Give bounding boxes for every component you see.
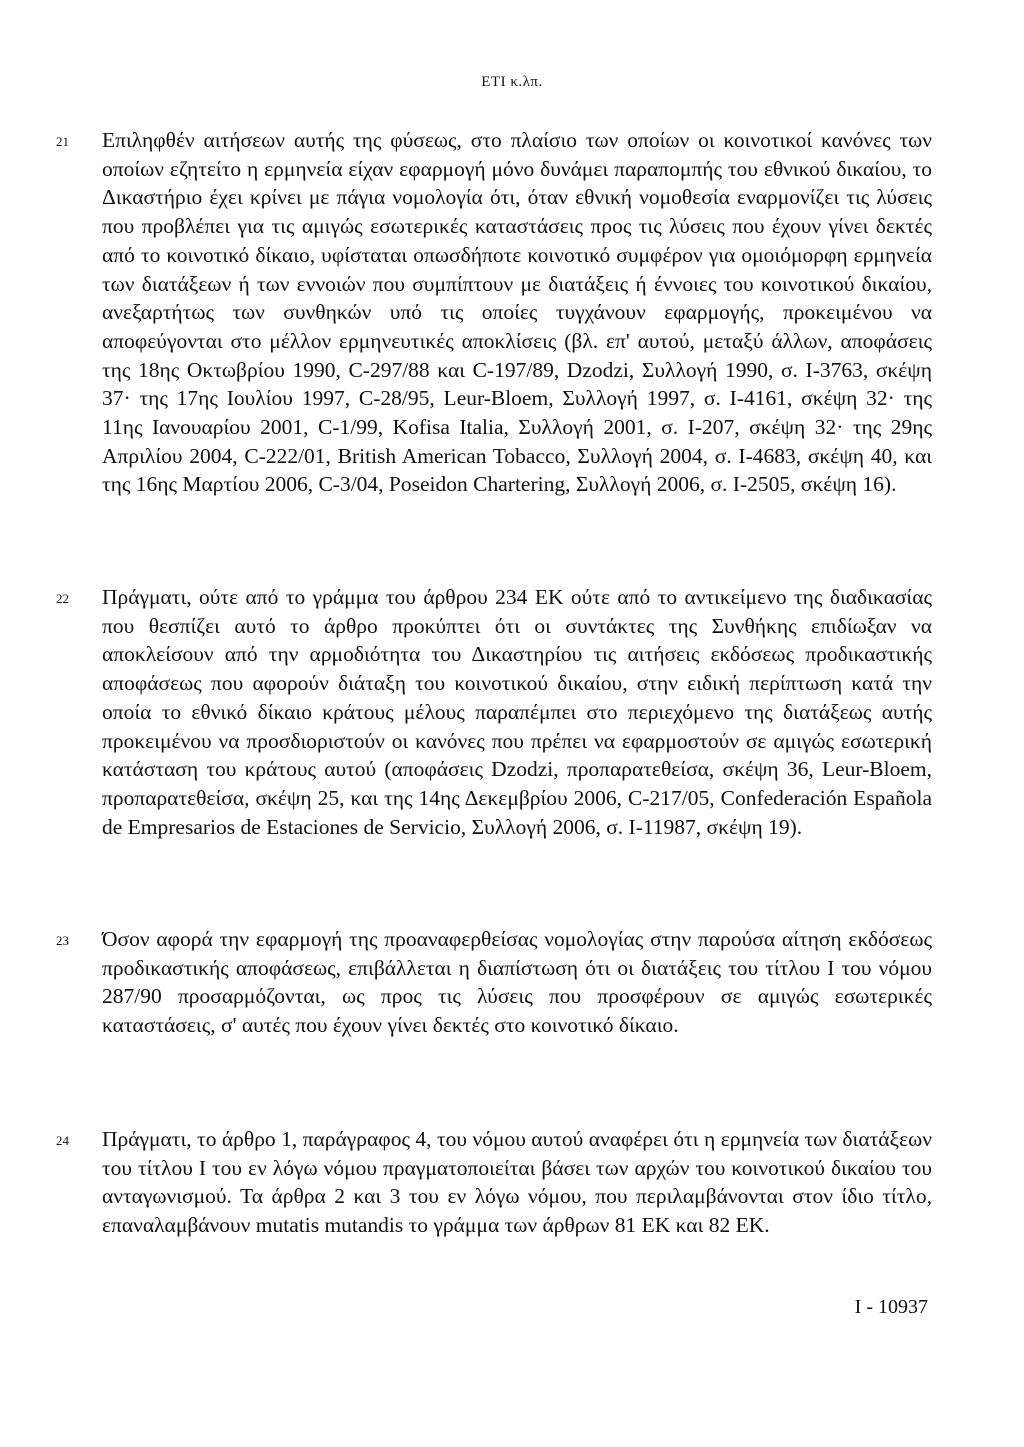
paragraph-number: 24 — [56, 1133, 69, 1148]
paragraph-21 — [56, 126, 932, 499]
paragraph-text: Όσον αφορά την εφαρμογή της προαναφερθείσας νομολογίας στην παρούσα αίτηση εκδόσεως προδικαστικής αποφάσεως, επιβάλλεται η διαπίστωση ότι οι διατάξεις του τίτλου I του νόμου 287/90 προσαρμόζονται, ως προς τις λύσεις που προσφέρουν σε αμιγώς εσωτερικές καταστάσεις, σ' αυτές που έχουν γίνει δεκτές στο κοινοτικό δίκαιο. — [102, 927, 932, 1038]
paragraph-number: 21 — [56, 134, 69, 149]
page-number: I - 10937 — [854, 1296, 928, 1318]
paragraph-text: Επιληφθέν αιτήσεων αυτής της φύσεως, στο πλαίσιο των οποίων οι κοινοτικοί κανόνες των οποίων εζητείτο η ερμηνεία είχαν εφαρμογή μόνο δυνάμει παραπομπής του εθνικού δικαίου, το Δικαστήριο έχει κρίνει με πάγια νομολογία ότι, όταν εθνική νομοθεσία εναρμονίζει τις λύσεις που προβλέπει για τις αμιγώς εσωτερικές καταστάσεις προς τις λύσεις που έχουν γίνει δεκτές από το κοινοτικό δίκαιο, υφίσταται οπωσδήποτε κοινοτικό συμφέρον για ομοιόμορφη ερμηνεία των διατάξεων ή των εννοιών που συμπίπτουν με διατάξεις ή έννοιες του κοινοτικού δικαίου, ανεξαρτήτως των συνθηκών υπό τις οποίες τυγχάνουν εφαρμογής, προκειμένου να αποφεύγονται στο μέλλον ερμηνευτικές αποκλίσεις (βλ. επ' αυτού, μεταξύ άλλων, αποφάσεις της 18ης Οκτωβρίου 1990, C-297/88 και C-197/89, Dzodzi, Συλλογή 1990, σ. I-3763, σκέψη 37· της 17ης Ιουλίου 1997, C-28/95, Leur-Bloem, Συλλογή 1997, σ. I-4161, σκέψη 32· της 11ης Ιανουαρίου 2001, C-1/99, Kofisa Italia, Συλλογή 2001, σ. I-207, σκέψη 32· της 29ης Απριλίου 2004, C-222/01, British American Tobacco, Συλλογή 2004, σ. I-4683, σκέψη 40, και της 16ης Μαρτίου 2006, C-3/04, Poseidon Chartering, Συλλογή 2006, σ. I-2505, σκέψη 16). — [102, 128, 932, 497]
paragraph-22 — [56, 583, 932, 841]
paragraph-24 — [56, 1125, 932, 1240]
paragraph-23 — [56, 925, 932, 1040]
paragraph-text: Πράγματι, ούτε από το γράμμα του άρθρου 234 ΕΚ ούτε από το αντικείμενο της διαδικασίας που θεσπίζει αυτό το άρθρο προκύπτει ότι οι συντάκτες της Συνθήκης επιδίωξαν να αποκλείσουν από την αρμοδιότητα του Δικαστηρίου τις αιτήσεις εκδόσεως προδικαστικής αποφάσεως που αφορούν διάταξη του κοινοτικού δικαίου, στην ειδική περίπτωση κατά την οποία το εθνικό δίκαιο κράτους μέλους παραπέμπει στο περιεχόμενο της διατάξεως αυτής προκειμένου να προσδιοριστούν οι κανόνες που πρέπει να εφαρμοστούν σε αμιγώς εσωτερική κατάσταση του κράτους αυτού (αποφάσεις Dzodzi, προπαρατεθείσα, σκέψη 36, Leur-Bloem, προπαρατεθείσα, σκέψη 25, και της 14ης Δεκεμβρίου 2006, C-217/05, Confederación Española de Empresarios de Estaciones de Servicio, Συλλογή 2006, σ. I-11987, σκέψη 19). — [102, 585, 932, 839]
paragraph-number: 22 — [56, 591, 69, 606]
running-header: ΕΤΙ κ.λπ. — [481, 74, 543, 90]
paragraph-number: 23 — [56, 933, 69, 948]
paragraph-text: Πράγματι, το άρθρο 1, παράγραφος 4, του νόμου αυτού αναφέρει ότι η ερμηνεία των διατάξεων του τίτλου I του εν λόγω νόμου πραγματοποιείται βάσει των αρχών του κοινοτικού δικαίου του ανταγωνισμού. Τα άρθρα 2 και 3 του εν λόγω νόμου, που περιλαμβάνονται στον ίδιο τίτλο, επαναλαμβάνουν mutatis mutandis το γράμμα των άρθρων 81 ΕΚ και 82 ΕΚ. — [102, 1127, 932, 1238]
